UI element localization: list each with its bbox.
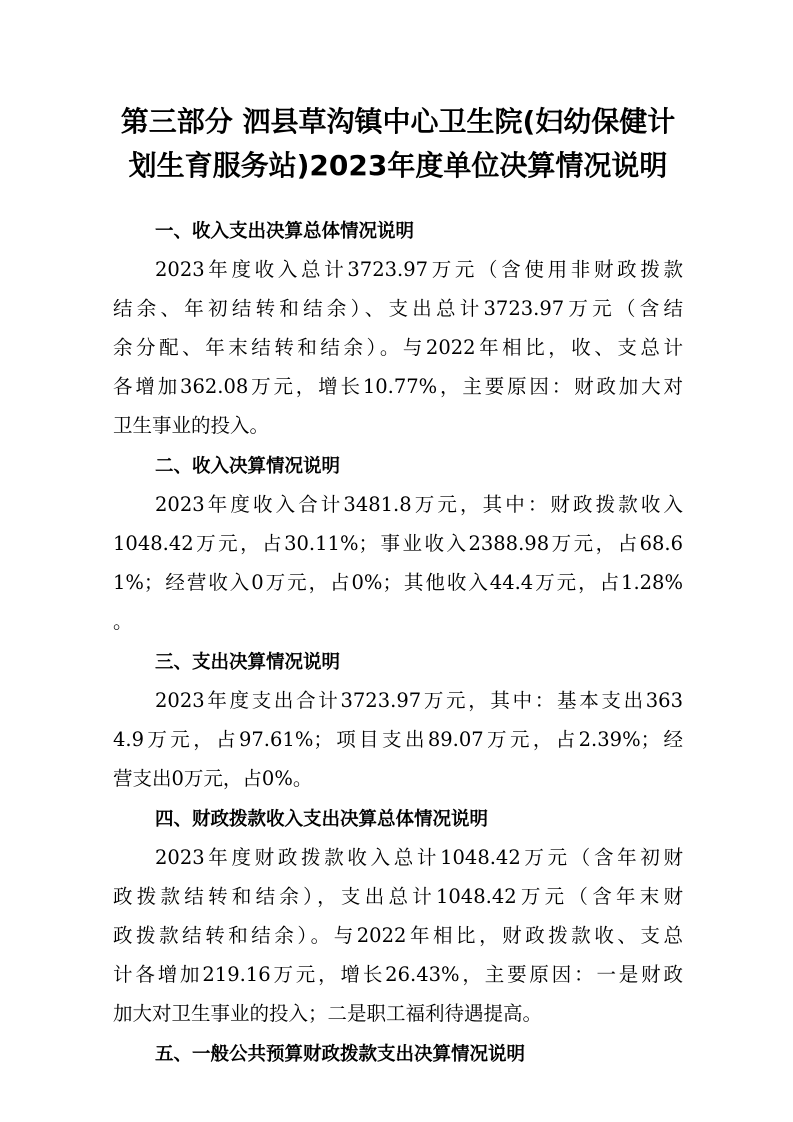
- paragraph-line: 余分配、年末结转和结余）。与2022年相比，收、支总计: [113, 336, 683, 359]
- title-line-1: 第三部分 泗县草沟镇中心卫生院(妇幼保健计: [120, 105, 676, 138]
- paragraph-line: 4.9万元，占97.61%；项目支出89.07万元，占2.39%；经: [113, 728, 683, 751]
- paragraph-line: 1%；经营收入0万元，占0%；其他收入44.4万元，占1.28%: [113, 571, 683, 594]
- section-heading: 三、支出决算情况说明: [155, 652, 341, 673]
- section-heading: 四、财政拨款收入支出决算总体情况说明: [155, 809, 489, 830]
- section-expenditure: [113, 645, 683, 798]
- paragraph-line: 2023年度财政拨款收入总计1048.42万元（含年初财: [155, 846, 683, 869]
- section-paragraph: [113, 485, 683, 641]
- paragraph-line: 2023年度收入合计3481.8万元，其中：财政拨款收入: [155, 493, 683, 516]
- paragraph-line: 1048.42万元，占30.11%；事业收入2388.98万元，占68.6: [113, 532, 683, 555]
- section-fiscal-appropriation-overview: [113, 802, 683, 1033]
- title-line-2: 划生育服务站)2023年度单位决算情况说明: [128, 149, 668, 182]
- document-title: [113, 100, 683, 188]
- section-general-public-budget: [113, 1037, 683, 1073]
- section-income-expenditure-overview: [113, 214, 683, 445]
- paragraph-line: 结余、年初结转和结余）、支出总计3723.97万元（含结: [113, 297, 683, 320]
- section-heading: 五、一般公共预算财政拨款支出决算情况说明: [155, 1044, 526, 1065]
- section-paragraph: [113, 250, 683, 445]
- paragraph-line: 各增加362.08万元，增长10.77%，主要原因：财政加大对: [113, 375, 683, 398]
- paragraph-line: 政拨款结转和结余）。与2022年相比，财政拨款收、支总: [113, 924, 683, 947]
- paragraph-line: 政拨款结转和结余），支出总计1048.42万元（含年末财: [113, 885, 683, 908]
- paragraph-line: 卫生事业的投入。: [113, 414, 270, 437]
- paragraph-line: 加大对卫生事业的投入；二是职工福利待遇提高。: [113, 1002, 543, 1025]
- section-income: [113, 449, 683, 641]
- section-heading: 一、收入支出决算总体情况说明: [155, 221, 415, 242]
- paragraph-line: 2023年度支出合计3723.97万元，其中：基本支出363: [155, 689, 683, 712]
- paragraph-line: 计各增加219.16万元，增长26.43%，主要原因：一是财政: [113, 963, 683, 986]
- paragraph-line: 2023年度收入总计3723.97万元（含使用非财政拨款: [155, 258, 683, 281]
- section-heading: 二、收入决算情况说明: [155, 456, 341, 477]
- paragraph-line: 。: [113, 610, 133, 633]
- section-paragraph: [113, 681, 683, 798]
- section-paragraph: [113, 838, 683, 1033]
- paragraph-line: 营支出0万元，占0%。: [113, 767, 313, 790]
